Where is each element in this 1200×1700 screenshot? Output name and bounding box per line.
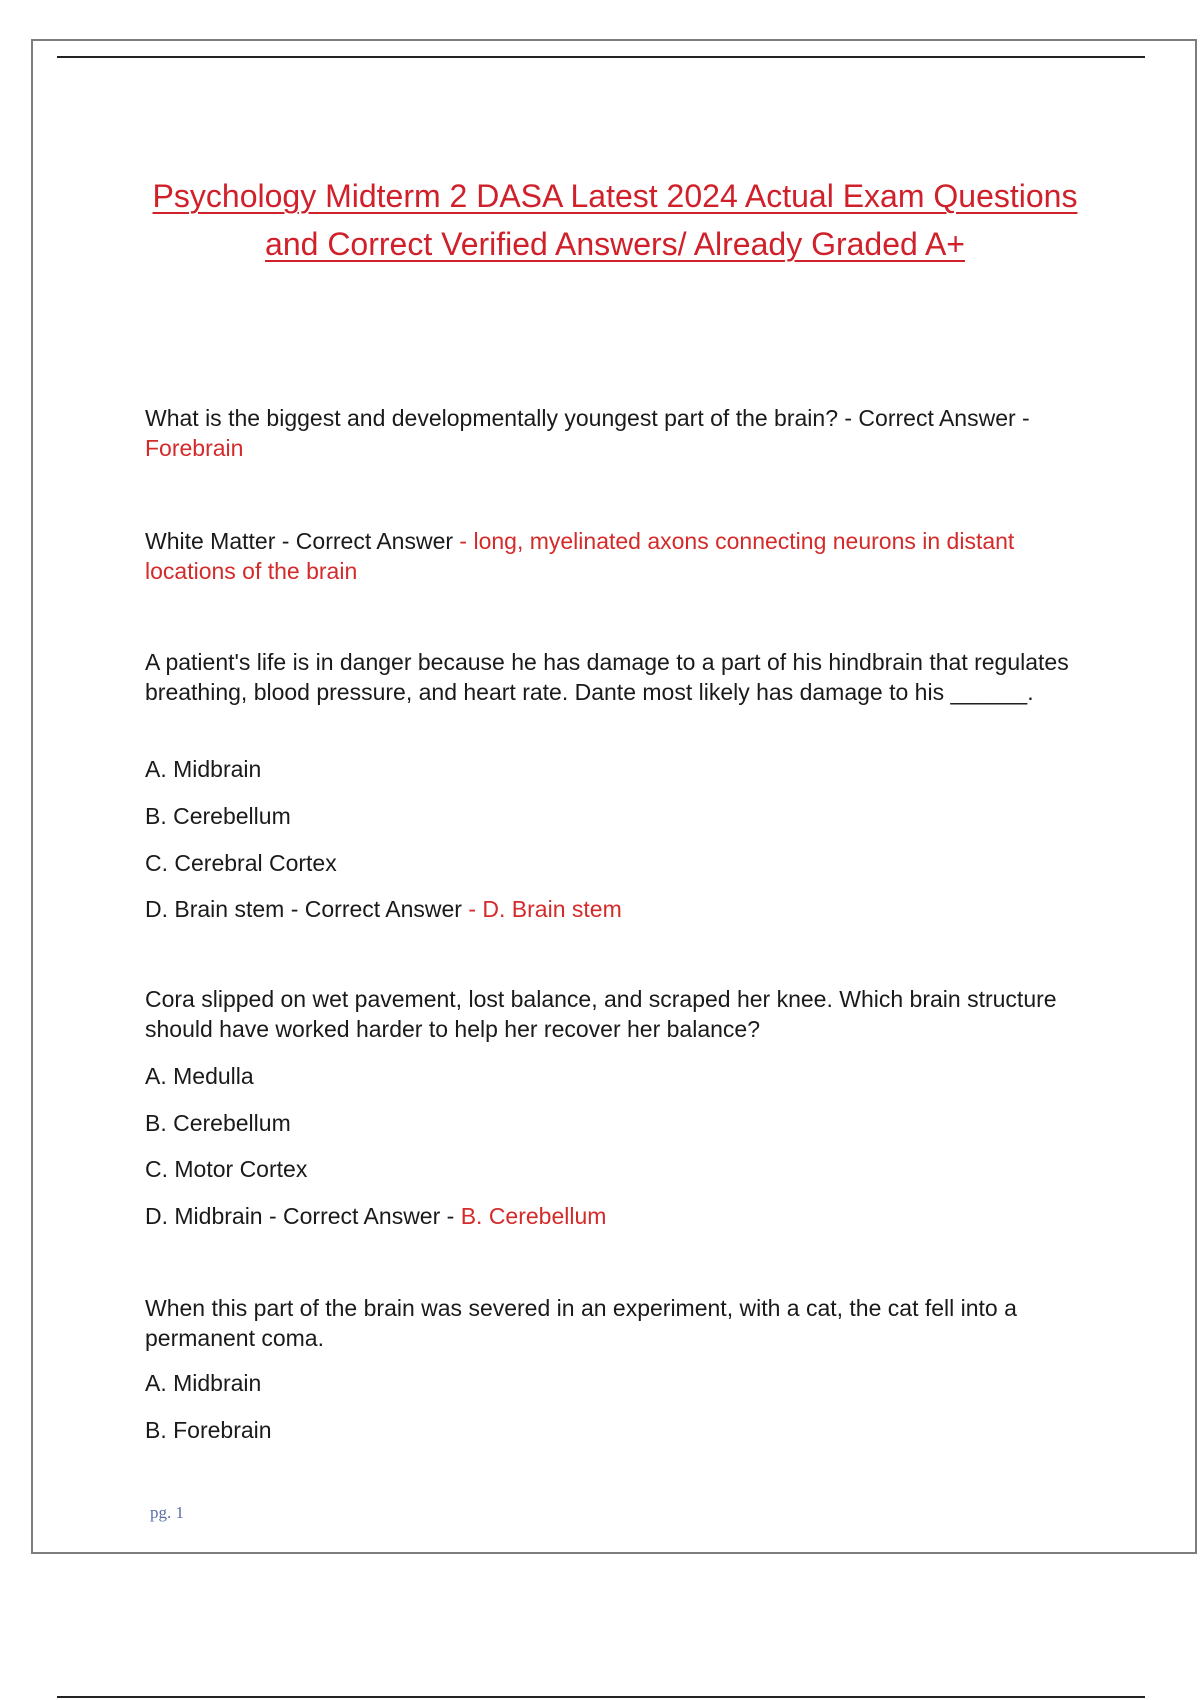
question-4-option-d-label: D. Midbrain - Correct Answer - (145, 1203, 461, 1229)
question-4-option-a: A. Medulla (145, 1063, 254, 1089)
question-3-option-d (145, 894, 622, 924)
question-2-text: White Matter - Correct Answer (145, 528, 460, 554)
question-2 (145, 526, 1075, 586)
question-5-option-a: A. Midbrain (145, 1370, 262, 1396)
question-1-answer: Forebrain (145, 435, 244, 461)
question-4-text: Cora slipped on wet pavement, lost balance, and scraped her knee. Which brain structure should have worked harder to help her recover her balance? (145, 986, 1057, 1042)
top-rule (57, 56, 1145, 58)
question-5-text: When this part of the brain was severed in an experiment, with a cat, the cat fell into a permanent coma. (145, 1295, 1017, 1351)
bottom-rule (57, 1696, 1145, 1698)
question-3-option-c: C. Cerebral Cortex (145, 850, 337, 876)
question-3-option-a: A. Midbrain (145, 756, 262, 782)
question-4-option-d (145, 1201, 606, 1231)
question-5-option-b: B. Forebrain (145, 1417, 272, 1443)
document-title (120, 172, 1110, 268)
question-4-answer: B. Cerebellum (460, 1203, 607, 1229)
question-3-option-b: B. Cerebellum (145, 803, 291, 829)
title-line-2: and Correct Verified Answers/ Already Graded A+ (265, 226, 965, 262)
question-1 (145, 403, 1075, 463)
question-3-text: A patient's life is in danger because he has damage to a part of his hindbrain that regulates breathing, blood pressure, and heart rate. Dante most likely has damage to his ______. (145, 649, 1069, 705)
question-3-option-d-label: D. Brain stem - Correct Answer (145, 896, 469, 922)
question-3-answer: - D. Brain stem (468, 896, 622, 922)
question-4-option-b: B. Cerebellum (145, 1110, 291, 1136)
question-2-answer: - long, myelinated axons connecting neurons in distant locations of the brain (145, 528, 1015, 584)
question-4-option-c: C. Motor Cortex (145, 1156, 308, 1182)
title-line-1: Psychology Midterm 2 DASA Latest 2024 Actual Exam Questions (152, 178, 1078, 214)
question-1-text: What is the biggest and developmentally youngest part of the brain? - Correct Answer - (145, 405, 1030, 431)
page-number: pg. 1 (150, 1503, 184, 1522)
